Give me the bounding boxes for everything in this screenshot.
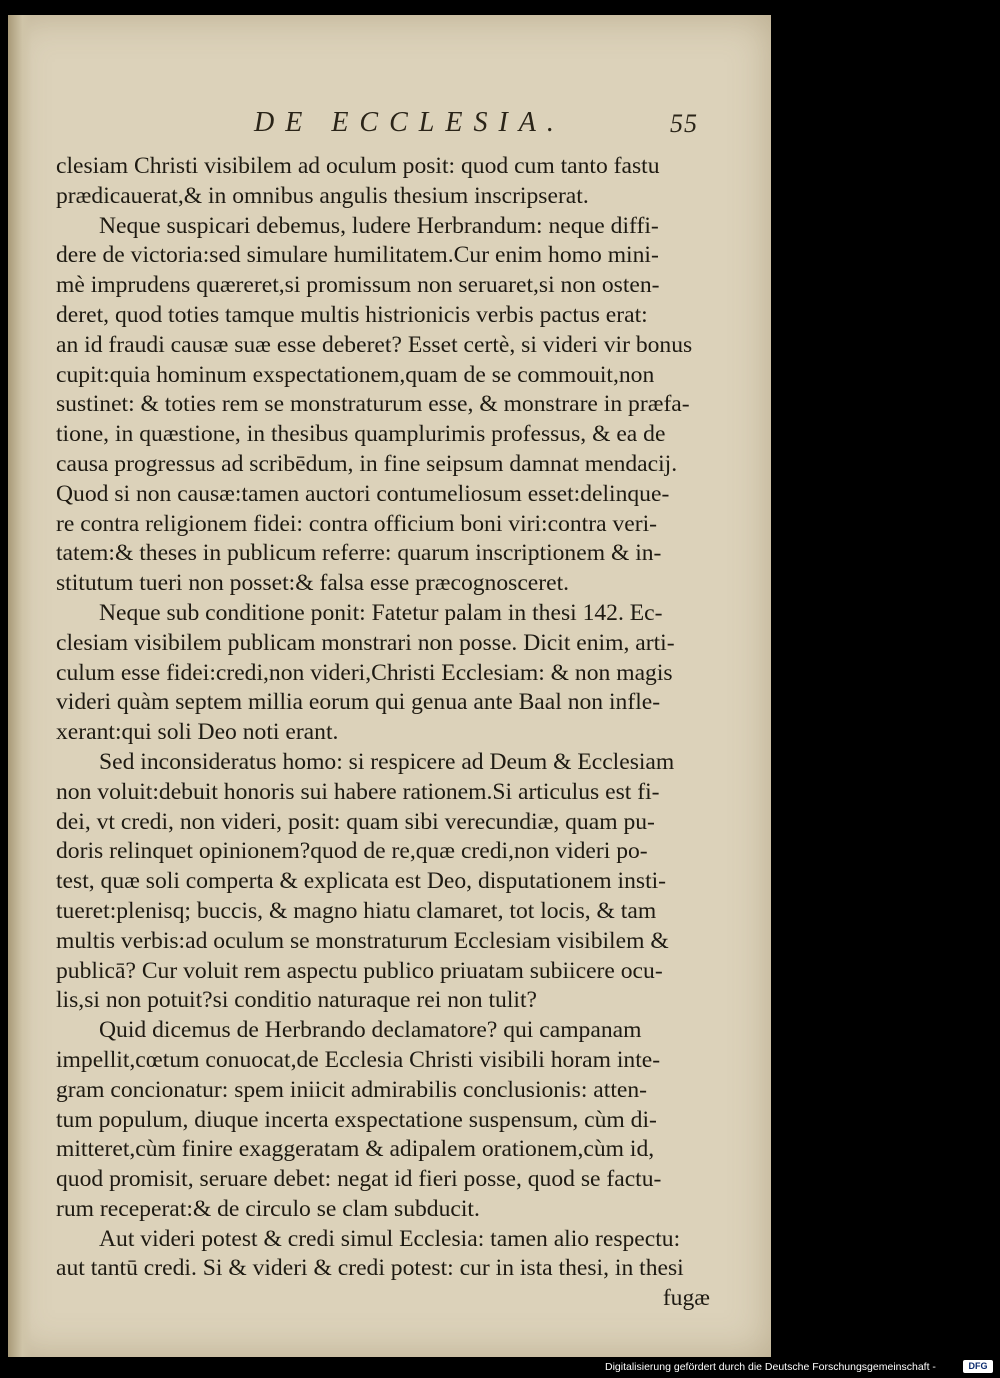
text-line: clesiam Christi visibilem ad oculum posit: quod cum tanto fastu: [56, 153, 660, 179]
text-line: Neque suspicari debemus, ludere Herbrandum: neque diffi-: [99, 212, 659, 239]
running-header: [248, 103, 708, 143]
text-line: tueret:plenisq; buccis, & magno hiatu clamaret, tot locis, & tam: [56, 897, 657, 924]
text-line: Aut videri potest & credi simul Ecclesia: tamen alio respectu:: [99, 1225, 681, 1252]
text-line: multis verbis:ad oculum se monstraturum Ecclesiam visibilem &: [56, 927, 669, 954]
text-line: Neque sub conditione ponit: Fatetur palam in thesi 142. Ec-: [99, 599, 663, 626]
text-line: lis,si non potuit?si conditio naturaque rei non tulit?: [56, 987, 537, 1014]
book-page: [8, 15, 771, 1357]
text-line: dere de victoria:sed simulare humilitatem.Cur enim homo mini-: [56, 242, 659, 269]
body-text: [56, 152, 716, 1314]
text-line: test, quæ soli comperta & explicata est Deo, disputationem insti-: [56, 868, 667, 895]
text-line: non voluit:debuit honoris sui habere rationem.Si articulus est fi-: [56, 778, 660, 805]
text-line: tatem:& theses in publicum referre: quarum inscriptionem & in-: [56, 540, 662, 567]
text-line: deret, quod toties tamque multis histrionicis verbis pactus erat:: [56, 301, 648, 328]
text-line: aut tantū credi. Si & videri & credi potest: cur in ista thesi, in thesi: [56, 1255, 684, 1282]
text-line: xerant:qui soli Deo noti erant.: [56, 719, 339, 746]
text-line: tum populum, diuque incerta exspectatione suspensum, cùm di-: [56, 1106, 657, 1133]
text-line: mitteret,cùm finire exaggeratam & adipalem orationem,cùm id,: [56, 1136, 655, 1163]
page-gutter-shadow: [8, 15, 32, 1357]
text-line: doris relinquet opinionem?quod de re,quæ credi,non videri po-: [56, 838, 648, 865]
funding-footer: [605, 1358, 1000, 1376]
text-line: rum receperat:& de circulo se clam subducit.: [56, 1195, 480, 1222]
text-line: videri quàm septem millia eorum qui genua ante Baal non infle-: [56, 689, 661, 716]
text-line: publicā? Cur voluit rem aspectu publico priuatam subiicere ocu-: [56, 957, 663, 984]
text-line: an id fraudi causæ suæ esse deberet? Esset certè, si videri vir bonus: [56, 331, 693, 358]
text-line: Quid dicemus de Herbrando declamatore? qui campanam: [99, 1017, 642, 1044]
text-line: dei, vt credi, non videri, posit: quam sibi verecundiæ, quam pu-: [56, 808, 655, 835]
page-number: 55: [670, 109, 698, 138]
text-line: stitutum tueri non posset:& falsa esse præcognosceret.: [56, 570, 570, 597]
funding-notice: Digitalisierung gefördert durch die Deutsche Forschungsgemeinschaft -: [605, 1361, 936, 1373]
text-line: prædicauerat,& in omnibus angulis thesium inscripserat.: [56, 182, 589, 209]
text-line: re contra religionem fidei: contra officium boni viri:contra veri-: [56, 510, 657, 537]
text-line: gram concionatur: spem iniicit admirabilis conclusionis: atten-: [56, 1076, 648, 1103]
text-line: cupit:quia hominum exspectationem,quam de se commouit,non: [56, 361, 655, 388]
text-line: Quod si non causæ:tamen auctori contumeliosum esset:delinque-: [56, 480, 670, 507]
text-line: Sed inconsideratus homo: si respicere ad Deum & Ecclesiam: [99, 748, 675, 775]
text-line: impellit,cœtum conuocat,de Ecclesia Christi visibili horam inte-: [56, 1046, 661, 1073]
dfg-logo-icon: DFG: [963, 1360, 993, 1373]
catchword: fugæ: [662, 1285, 710, 1312]
text-line: mè imprudens quæreret,si promissum non seruaret,si non osten-: [56, 272, 660, 299]
text-line: causa progressus ad scribēdum, in fine seipsum damnat mendacij.: [56, 450, 678, 477]
text-line: culum esse fidei:credi,non videri,Christi Ecclesiam: & non magis: [56, 659, 673, 686]
text-line: quod promisit, seruare debet: negat id fieri posse, quod se factu-: [56, 1166, 662, 1193]
running-title: DE ECCLESIA.: [254, 107, 565, 138]
text-line: tione, in quæstione, in thesibus quamplurimis professus, & ea de: [56, 421, 666, 448]
text-line: clesiam visibilem publicam monstrari non posse. Dicit enim, arti-: [56, 629, 675, 656]
text-line: sustinet: & toties rem se monstraturum esse, & monstrare in præfa-: [56, 391, 690, 418]
